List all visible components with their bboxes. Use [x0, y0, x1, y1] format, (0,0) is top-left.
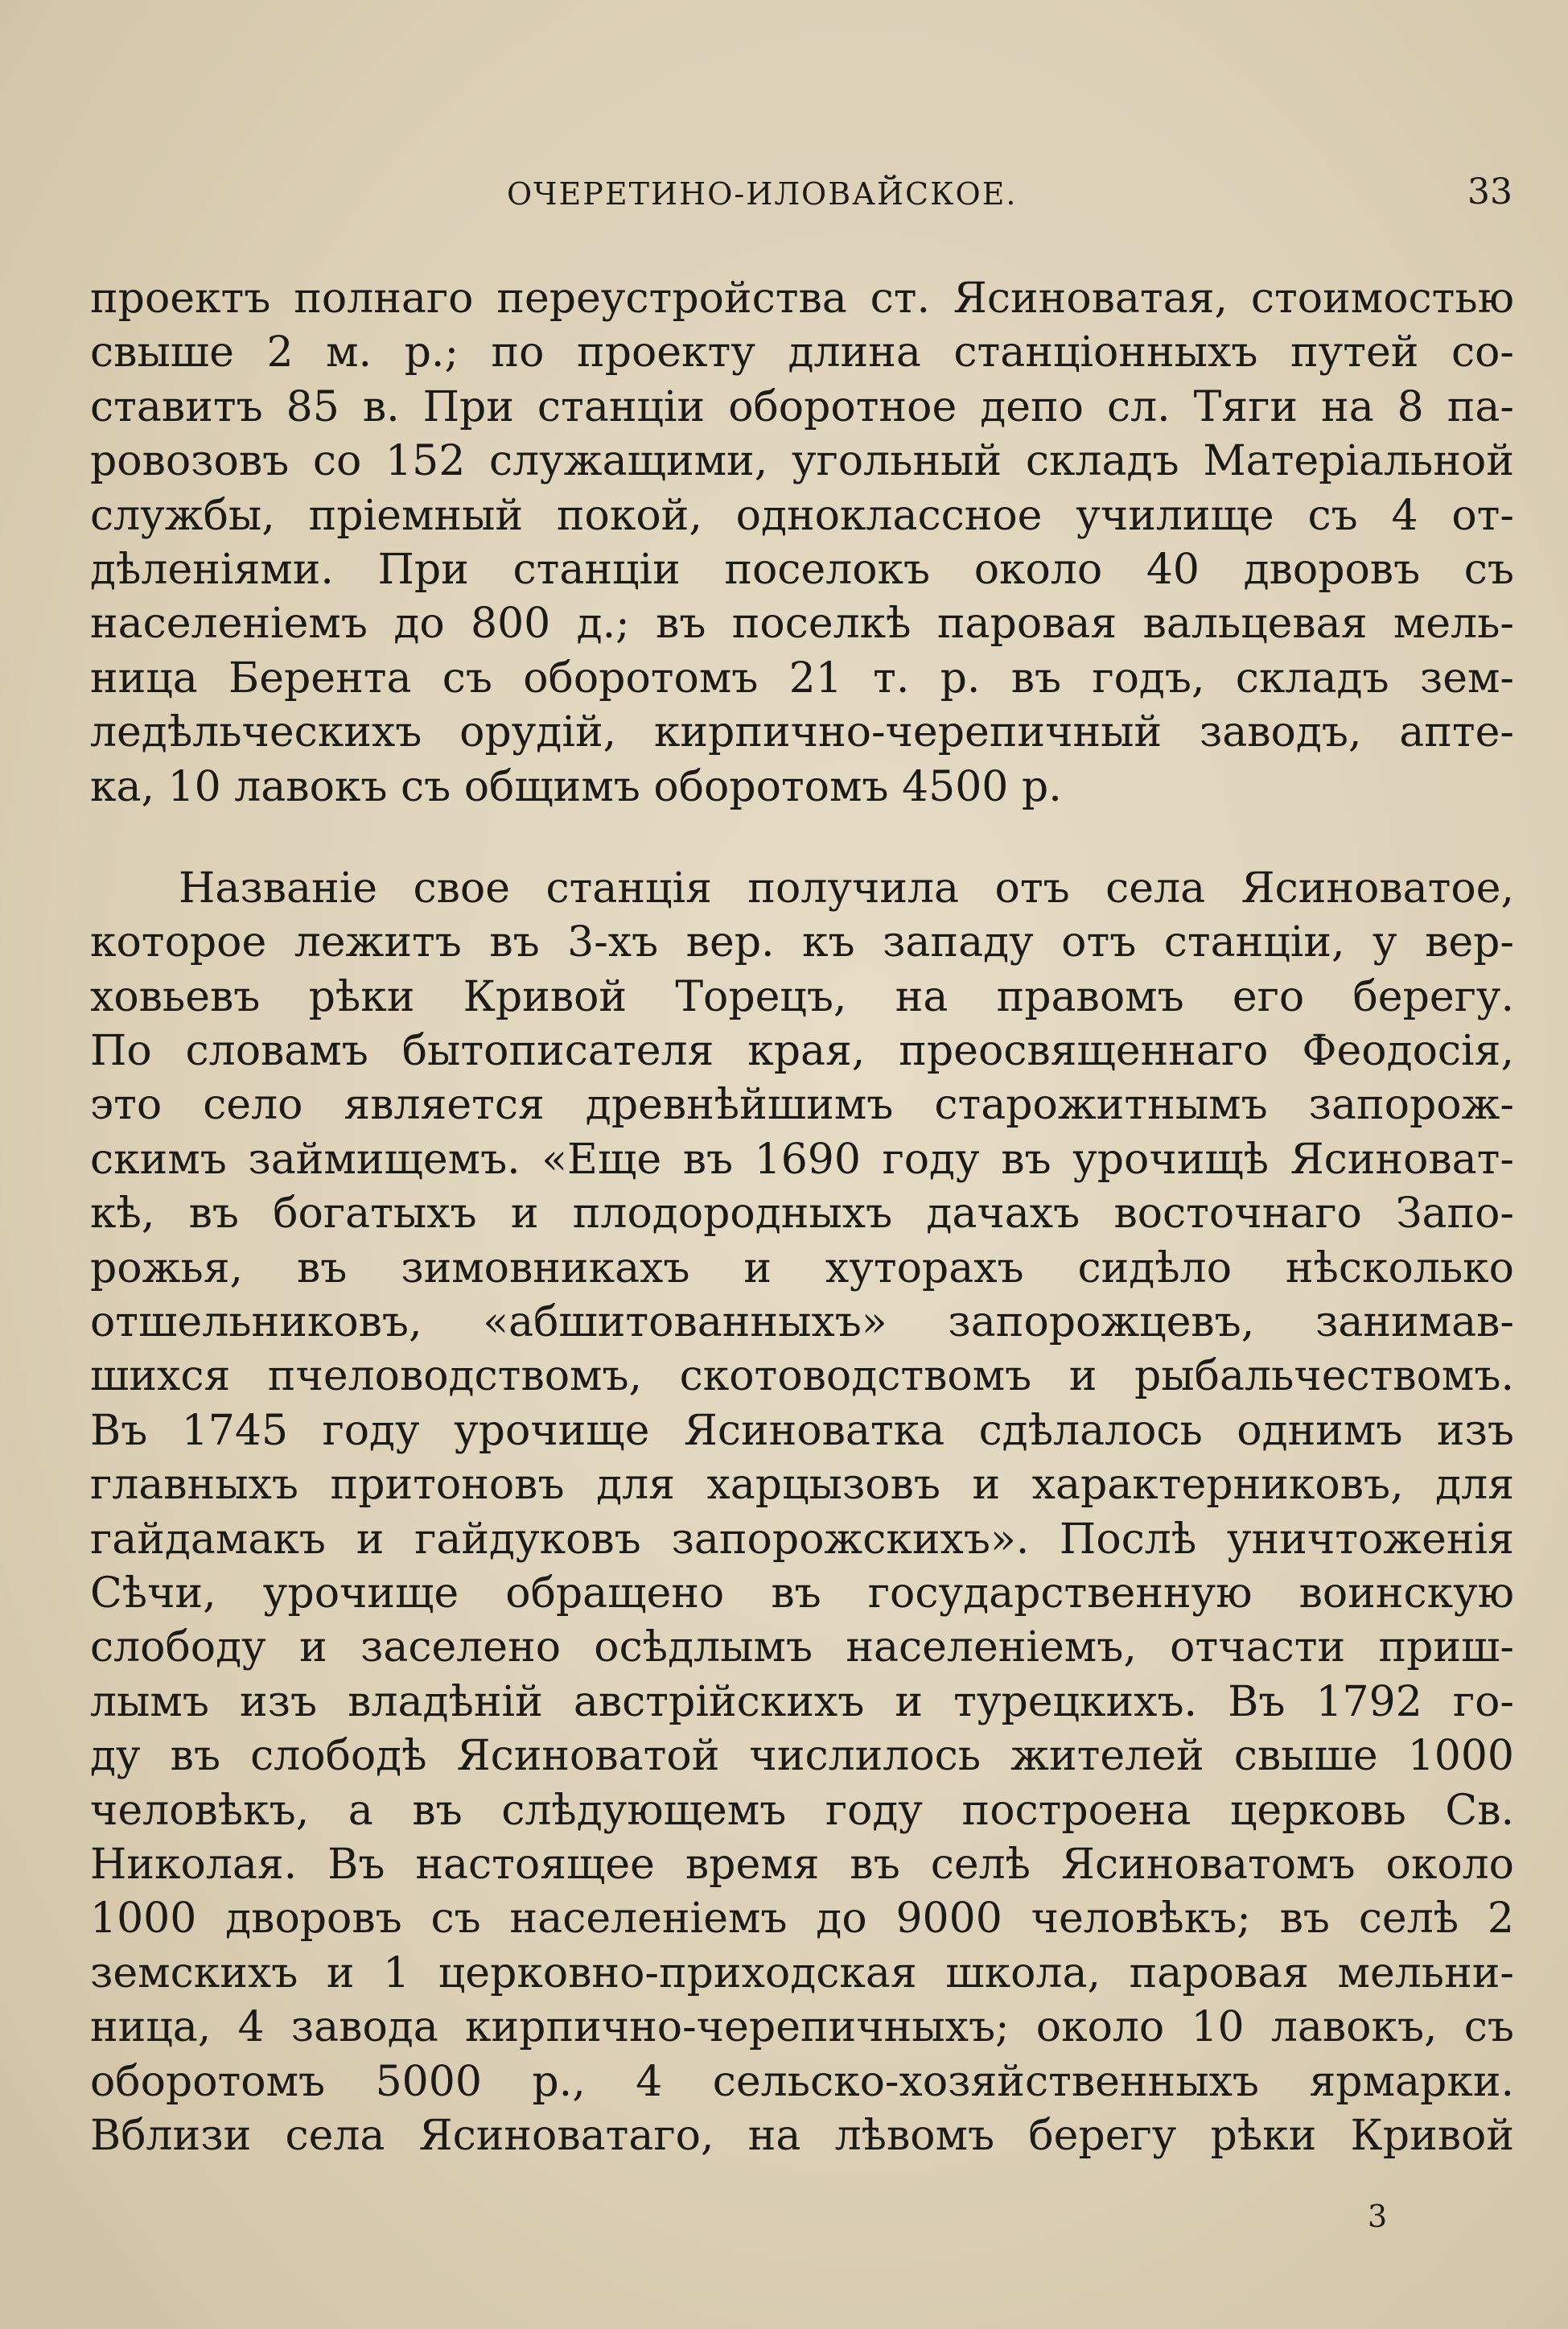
text-line: отшельниковъ, «абшитованныхъ» запорожцевъ, занимав-: [90, 1298, 1514, 1347]
body-text: [90, 272, 1514, 2163]
text-line: дѣленіями. При станціи поселокъ около 40 дворовъ съ: [90, 545, 1514, 594]
text-line: 1000 дворовъ съ населеніемъ до 9000 человѣкъ; въ селѣ 2: [90, 1894, 1514, 1944]
text-line: По словамъ бытописателя края, преосвященнаго Феодосія,: [90, 1027, 1514, 1076]
text-line: скимъ займищемъ. «Еще въ 1690 году въ урочищѣ Ясиноват-: [90, 1135, 1514, 1184]
text-line: службы, пріемный покой, одноклассное училище съ 4 от-: [90, 491, 1514, 540]
text-line: человѣкъ, а въ слѣдующемъ году построена церковь Св.: [90, 1786, 1514, 1835]
text-line: слободу и заселено осѣдлымъ населеніемъ, отчасти приш-: [90, 1623, 1514, 1672]
paragraph-gap: [90, 814, 1514, 862]
paragraph-1: [90, 272, 1514, 814]
text-line: населеніемъ до 800 д.; въ поселкѣ паровая вальцевая мель-: [90, 600, 1514, 649]
text-line: ду въ слободѣ Ясиноватой числилось жителей свыше 1000: [90, 1732, 1514, 1781]
text-line: ница, 4 завода кирпично-черепичныхъ; около 10 лавокъ, съ: [90, 2003, 1514, 2052]
text-line: Николая. Въ настоящее время въ селѣ Ясиноватомъ около: [90, 1840, 1514, 1889]
running-title: ОЧЕРЕТИНО-ИЛОВАЙСКОЕ.: [507, 176, 1018, 212]
text-line: свыше 2 м. р.; по проекту длина станціонныхъ путей со-: [90, 328, 1514, 377]
text-line: ка, 10 лавокъ съ общимъ оборотомъ 4500 р.: [90, 762, 1062, 811]
text-line: ставитъ 85 в. При станціи оборотное депо сл. Тяги на 8 па-: [90, 382, 1514, 431]
signature-mark: 3: [1368, 2199, 1388, 2234]
text-line: лымъ изъ владѣній австрійскихъ и турецкихъ. Въ 1792 го-: [90, 1677, 1514, 1726]
running-head: [97, 165, 1512, 221]
text-line: земскихъ и 1 церковно-приходская школа, паровая мельни-: [90, 1948, 1514, 1997]
page-number: 33: [1467, 171, 1512, 212]
paragraph-2: [90, 862, 1514, 2163]
text-line: которое лежитъ въ 3-хъ вер. къ западу отъ станціи, у вер-: [90, 918, 1514, 967]
text-line: ровозовъ со 152 служащими, угольный складъ Матеріальной: [90, 437, 1514, 486]
text-line: ховьевъ рѣки Кривой Торецъ, на правомъ его берегу.: [90, 972, 1514, 1021]
text-line: шихся пчеловодствомъ, скотоводствомъ и рыбальчествомъ.: [90, 1352, 1514, 1401]
text-line: кѣ, въ богатыхъ и плодородныхъ дачахъ восточнаго Запо-: [90, 1189, 1514, 1239]
text-line: проектъ полнаго переустройства ст. Ясиноватая, стоимостью: [90, 274, 1514, 323]
text-line: рожья, въ зимовникахъ и хуторахъ сидѣло нѣсколько: [90, 1243, 1514, 1292]
text-line: главныхъ притоновъ для харцызовъ и характерниковъ, для: [90, 1461, 1514, 1510]
text-line: Въ 1745 году урочище Ясиноватка сдѣлалось однимъ изъ: [90, 1406, 1514, 1455]
text-line: это село является древнѣйшимъ старожитнымъ запорож-: [90, 1081, 1514, 1130]
text-line: ница Берента съ оборотомъ 21 т. р. въ годъ, складъ зем-: [90, 653, 1514, 703]
text-line: Названіе свое станція получила отъ села Ясиноватое,: [179, 864, 1514, 913]
text-line: Сѣчи, урочище обращено въ государственную воинскую: [90, 1568, 1514, 1618]
text-line: гайдамакъ и гайдуковъ запорожскихъ». Послѣ уничтоженія: [90, 1515, 1514, 1564]
text-line: ледѣльческихъ орудій, кирпично-черепичный заводъ, апте-: [90, 708, 1514, 757]
text-line: Вблизи села Ясиноватаго, на лѣвомъ берегу рѣки Кривой: [90, 2111, 1514, 2160]
text-line: оборотомъ 5000 р., 4 сельско-хозяйственныхъ ярмарки.: [90, 2057, 1514, 2106]
